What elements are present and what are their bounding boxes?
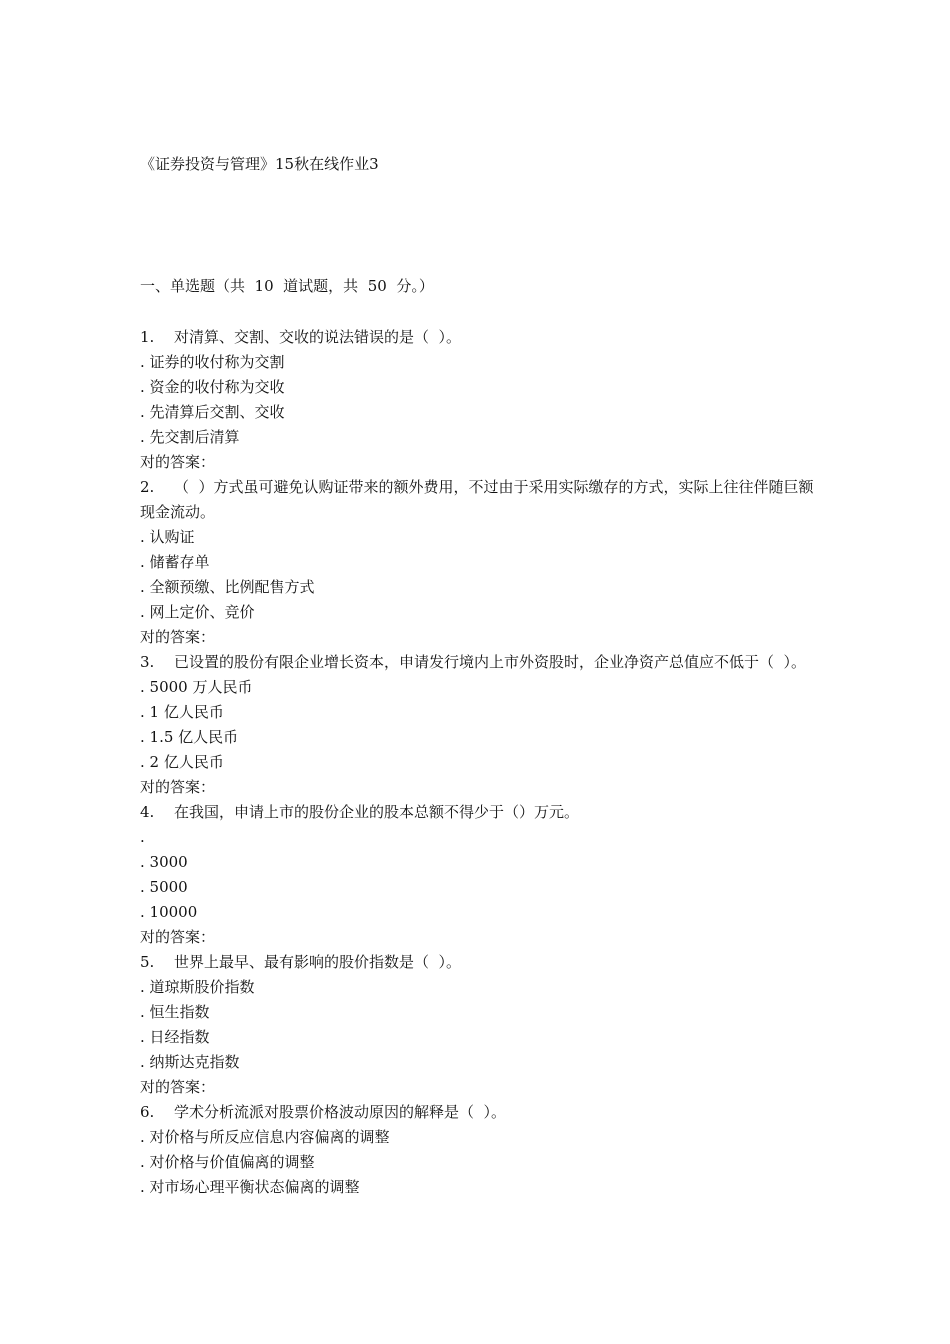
question-number: 3. [140,653,155,671]
answer-option: . 先清算后交割、交收 [140,403,285,421]
answer-option: . 10000 [140,903,198,921]
answer-option: . 道琼斯股价指数 [140,978,255,996]
question-stem [140,650,820,675]
question-text: 学术分析流派对股票价格波动原因的解释是（ ）。 [174,1103,507,1121]
answer-option: . 3000 [140,853,188,871]
question-list [140,325,820,1200]
question-item [140,475,820,650]
answer-option: . 1.5 亿人民币 [140,728,239,746]
answer-option: . 5000 [140,878,188,896]
question-stem [140,800,820,825]
question-stem [140,475,820,525]
correct-answer-label: 对的答案： [140,628,216,646]
answer-option: . [140,828,145,846]
question-number: 5. [140,953,155,971]
question-number: 1. [140,328,155,346]
answer-option: . 全额预缴、比例配售方式 [140,578,315,596]
question-text: （ ）方式虽可避免认购证带来的额外费用，不过由于采用实际缴存的方式，实际上往往伴随巨额现金流动。 [140,478,814,521]
answer-option: . 网上定价、竞价 [140,603,255,621]
question-stem [140,1100,820,1125]
question-item [140,950,820,1100]
question-item [140,800,820,950]
answer-option: . 对价格与所反应信息内容偏离的调整 [140,1128,390,1146]
question-text: 对清算、交割、交收的说法错误的是（ ）。 [174,328,462,346]
correct-answer-label: 对的答案： [140,1078,216,1096]
correct-answer-label: 对的答案： [140,453,216,471]
question-stem [140,325,820,350]
answer-option: . 储蓄存单 [140,553,210,571]
question-text: 在我国，申请上市的股份企业的股本总额不得少于（）万元。 [174,803,580,821]
correct-answer-label: 对的答案： [140,928,216,946]
answer-option: . 认购证 [140,528,195,546]
question-number: 6. [140,1103,155,1121]
answer-option: . 日经指数 [140,1028,210,1046]
answer-option: . 对价格与价值偏离的调整 [140,1153,315,1171]
answer-option: . 资金的收付称为交收 [140,378,285,396]
answer-option: . 5000 万人民币 [140,678,253,696]
question-stem [140,950,820,975]
question-text: 已设置的股份有限企业增长资本，申请发行境内上市外资股时，企业净资产总值应不低于（ ）。 [174,653,807,671]
question-number: 4. [140,803,155,821]
answer-option: . 1 亿人民币 [140,703,224,721]
answer-option: . 2 亿人民币 [140,753,224,771]
question-item [140,325,820,475]
answer-option: . 恒生指数 [140,1003,210,1021]
question-item [140,650,820,800]
answer-option: . 先交割后清算 [140,428,240,446]
section-heading: 一、单选题（共 10 道试题，共 50 分。） [140,277,434,295]
correct-answer-label: 对的答案： [140,778,216,796]
question-item [140,1100,820,1200]
answer-option: . 对市场心理平衡状态偏离的调整 [140,1178,360,1196]
document-title: 《证券投资与管理》15秋在线作业3 [140,155,379,173]
answer-option: . 证券的收付称为交割 [140,353,285,371]
answer-option: . 纳斯达克指数 [140,1053,240,1071]
question-text: 世界上最早、最有影响的股价指数是（ ）。 [174,953,462,971]
question-number: 2. [140,478,155,496]
